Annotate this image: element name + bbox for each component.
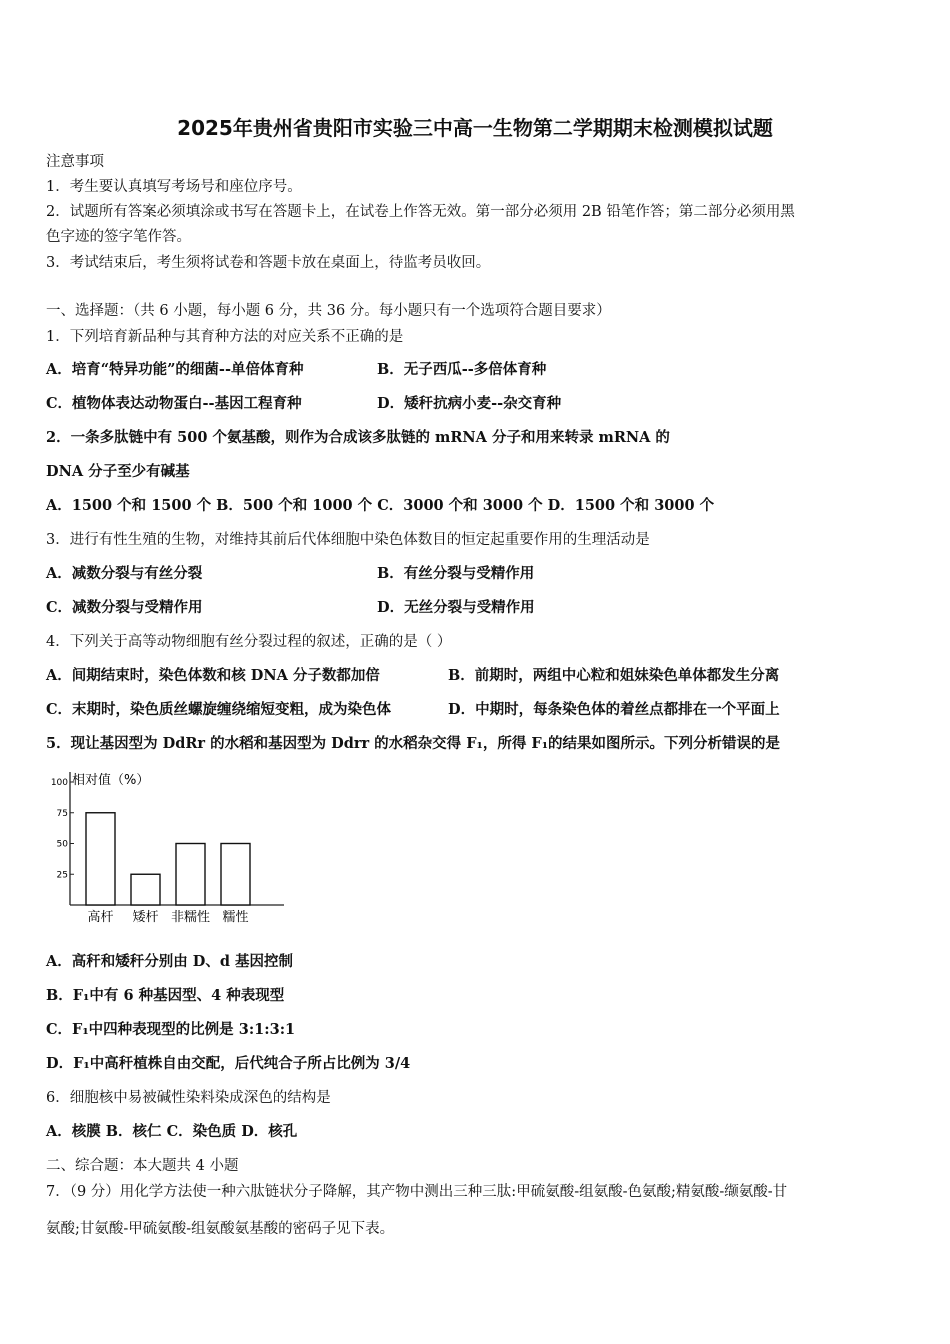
q1-option-d: D．矮秆抗病小麦--杂交育种 (377, 395, 562, 412)
q3-option-d: D．无丝分裂与受精作用 (377, 599, 535, 616)
notice-item: 色字迹的签字笔作答。 (46, 229, 191, 245)
notice-item: 2．试题所有答案必须填涂或书写在答题卡上，在试卷上作答无效。第一部分必须用 2B 铅笔作答；第二部分必须用黑 (46, 204, 795, 220)
x-tick-label: 糯性 (222, 910, 249, 925)
q1-option-c: C．植物体表达动物蛋白--基因工程育种 (46, 395, 302, 412)
bar (176, 844, 205, 906)
q4-option-d: D．中期时，每条染色体的着丝点都排在一个平面上 (448, 701, 780, 718)
question-2-stem: 2．一条多肽链中有 500 个氨基酸，则作为合成该多肽链的 mRNA 分子和用来转录 mRNA 的 (46, 429, 670, 446)
question-7-line: 氨酸;甘氨酸-甲硫氨酸-组氨酸氨基酸的密码子见下表。 (46, 1221, 395, 1237)
q5-option-b: B．F₁中有 6 种基因型、4 种表现型 (46, 987, 285, 1004)
question-1-stem: 1．下列培育新品种与其育种方法的对应关系不正确的是 (46, 329, 404, 345)
q2-options: A．1500 个和 1500 个 B．500 个和 1000 个 C．3000 个和 3000 个 D．1500 个和 3000 个 (46, 497, 715, 514)
x-tick-label: 非糯性 (170, 910, 211, 925)
q3-option-c: C．减数分裂与受精作用 (46, 599, 203, 616)
question-7-line: 7．（9 分）用化学方法使一种六肽链状分子降解，其产物中测出三种三肽:甲硫氨酸-组氨酸-色氨酸;精氨酸-缬氨酸-甘 (46, 1184, 788, 1200)
q4-option-c: C．末期时，染色质丝螺旋缠绕缩短变粗，成为染色体 (46, 701, 392, 718)
q5-option-a: A．高秆和矮秆分别由 D、d 基因控制 (46, 953, 294, 970)
q4-option-a: A．间期结束时，染色体数和核 DNA 分子数都加倍 (46, 667, 380, 684)
bar (221, 844, 250, 906)
question-6-stem: 6．细胞核中易被碱性染料染成深色的结构是 (46, 1090, 331, 1106)
y-axis-label: 相对值（%） (72, 773, 150, 788)
question-2-stem-cont: DNA 分子至少有碱基 (46, 463, 190, 480)
q3-option-b: B．有丝分裂与受精作用 (377, 565, 535, 582)
notice-heading: 注意事项 (46, 154, 104, 170)
q3-option-a: A．减数分裂与有丝分裂 (46, 565, 203, 582)
q6-options: A．核膜 B．核仁 C．染色质 D．核孔 (46, 1123, 298, 1140)
question-4-stem: 4．下列关于高等动物细胞有丝分裂过程的叙述，正确的是（ ） (46, 634, 452, 650)
q1-option-b: B．无子西瓜--多倍体育种 (377, 361, 547, 378)
q4-option-b: B．前期时，两组中心粒和姐妹染色单体都发生分离 (448, 667, 780, 684)
question-3-stem: 3．进行有性生殖的生物，对维持其前后代体细胞中染色体数目的恒定起重要作用的生理活动是 (46, 532, 650, 548)
bar (131, 874, 160, 905)
notice-item: 1．考生要认真填写考场号和座位序号。 (46, 179, 302, 195)
y-tick-label: 50 (56, 839, 68, 850)
bar (86, 813, 115, 905)
x-tick-label: 高杆 (87, 910, 114, 925)
section-heading-comprehensive: 二、综合题：本大题共 4 小题 (46, 1158, 239, 1174)
question-5-stem: 5．现让基因型为 DdRr 的水稻和基因型为 Ddrr 的水稻杂交得 F₁，所得 F₁的结果如图所示。下列分析错误的是 (46, 735, 781, 752)
bar-chart (44, 766, 294, 928)
y-tick-label: 100 (50, 778, 68, 788)
x-tick-label: 矮杆 (132, 910, 159, 925)
section-heading-choice: 一、选择题：（共 6 小题，每小题 6 分，共 36 分。每小题只有一个选项符合题目要求） (46, 303, 611, 319)
q1-option-a: A．培育“特异功能”的细菌--单倍体育种 (46, 361, 304, 378)
q5-option-c: C．F₁中四种表现型的比例是 3:1:3:1 (46, 1021, 296, 1038)
y-tick-label: 25 (56, 870, 68, 881)
q5-option-d: D．F₁中高秆植株自由交配，后代纯合子所占比例为 3/4 (46, 1055, 411, 1072)
y-tick-label: 75 (56, 808, 68, 819)
page-title: 2025年贵州省贵阳市实验三中高一生物第二学期期末检测模拟试题 (177, 116, 773, 140)
notice-item: 3．考试结束后，考生须将试卷和答题卡放在桌面上，待监考员收回。 (46, 255, 491, 271)
